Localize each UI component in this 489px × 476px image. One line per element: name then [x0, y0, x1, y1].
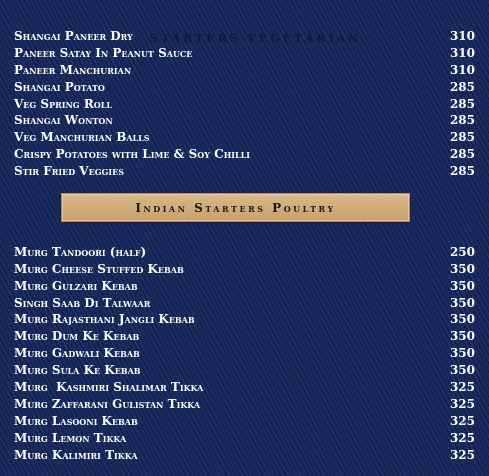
menu-item	[14, 361, 475, 378]
menu-item-price: 350	[449, 311, 475, 326]
menu-item	[14, 378, 475, 395]
menu-item	[14, 327, 475, 344]
menu-item-name: Paneer Manchurian	[14, 62, 132, 77]
menu-item-name: Murg Gadwali Kebab	[14, 345, 140, 360]
menu-item-name: Murg Cheese Stuffed Kebab	[14, 261, 184, 276]
menu-item-name: Paneer Satay In Peanut Sauce	[14, 45, 193, 60]
menu-item-price: 350	[449, 278, 475, 293]
menu-item-price: 285	[449, 129, 475, 144]
menu-item-name: Murg Zaffarani Gulistan Tikka	[14, 396, 201, 411]
menu-item-price: 325	[449, 430, 475, 445]
menu-item-name: Shangai Wonton	[14, 112, 113, 127]
menu-item-price: 310	[449, 45, 475, 60]
menu-item	[14, 412, 475, 429]
menu-item	[14, 95, 475, 112]
menu-item-name: Singh Saab Di Talwaar	[14, 295, 151, 310]
menu-item-price: 285	[449, 112, 475, 127]
menu-item-name: Murg Sula Ke Kebab	[14, 362, 141, 377]
menu-item	[14, 111, 475, 128]
menu-item	[14, 128, 475, 145]
menu-item-price: 285	[449, 96, 475, 111]
veg-section-heading: STARTERS VEGETARIAN	[150, 32, 362, 45]
menu-item-name: Veg Spring Roll	[14, 96, 113, 111]
menu-item-name: Murg Lasooni Kebab	[14, 413, 138, 428]
menu-item	[14, 78, 475, 95]
menu-item-price: 325	[449, 379, 475, 394]
menu-item	[14, 429, 475, 446]
menu-item	[14, 344, 475, 361]
menu-item-name: Stir Fried Veggies	[14, 163, 124, 178]
menu-item-price: 310	[449, 28, 475, 43]
menu-item-name: Murg Kalimiri Tikka	[14, 447, 138, 462]
menu-item-name: Murg Rajasthani Jangli Kebab	[14, 311, 195, 326]
menu-item-price: 350	[449, 295, 475, 310]
menu-item-name: Shangai Potato	[14, 79, 105, 94]
menu-item-price: 325	[449, 447, 475, 462]
poultry-section-banner	[61, 193, 410, 222]
menu-item-name: Murg Lemon Tikka	[14, 430, 127, 445]
menu-item-price: 285	[449, 79, 475, 94]
menu-item	[14, 145, 475, 162]
menu-item	[14, 277, 475, 294]
menu-item-price: 310	[449, 62, 475, 77]
menu-item-name: Murg Dum Ke Kebab	[14, 328, 140, 343]
menu-item-price: 325	[449, 396, 475, 411]
menu-item	[14, 294, 475, 311]
menu-item-price: 285	[449, 146, 475, 161]
menu-item	[14, 44, 475, 61]
menu-item	[14, 27, 475, 44]
menu-item-name: Veg Manchurian Balls	[14, 129, 150, 144]
poultry-section-heading: Indian Starters Poultry	[135, 200, 336, 215]
menu-item-price: 325	[449, 413, 475, 428]
menu-item	[14, 260, 475, 277]
menu-item-price: 285	[449, 163, 475, 178]
menu-item-name: Crispy Potatoes with Lime & Soy Chilli	[14, 146, 250, 161]
menu-item	[14, 310, 475, 327]
menu-item	[14, 446, 475, 463]
menu-item-name: Murg Tandoori (half)	[14, 244, 147, 259]
menu-item-price: 350	[449, 345, 475, 360]
menu-item-price: 350	[449, 328, 475, 343]
menu-item-price: 350	[449, 362, 475, 377]
menu-item-price: 350	[449, 261, 475, 276]
menu-item-price: 250	[449, 244, 475, 259]
menu-item	[14, 61, 475, 78]
menu-item-name: Murg Gulzari Kebab	[14, 278, 138, 293]
menu-item	[14, 395, 475, 412]
menu-item	[14, 243, 475, 260]
menu-item-name: Murg Kashmiri Shalimar Tikka	[14, 379, 204, 394]
menu-item-name: Shangai Paneer Dry	[14, 28, 133, 43]
menu-item	[14, 162, 475, 179]
